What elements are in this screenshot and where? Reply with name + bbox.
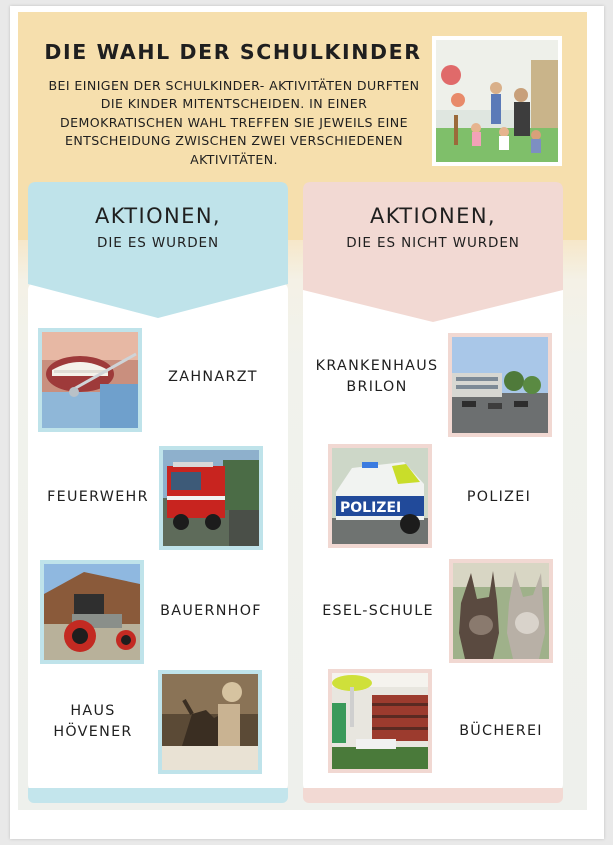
item-label (307, 356, 447, 398)
left-column-footer (28, 788, 288, 803)
intro-line: DEMOKRATISCHEN WAHL TREFFEN SIE JEWEILS EINE (60, 114, 408, 130)
right-banner-subtitle: DIE ES NICHT WURDEN (346, 235, 520, 251)
right-banner (303, 182, 563, 322)
item-label: BAUERNHOF (160, 603, 262, 619)
item-label: ESEL-SCHULE (322, 603, 434, 619)
intro-text (34, 77, 434, 169)
item-label: BÜCHEREI (459, 723, 543, 739)
item-label-line: BRILON (346, 379, 408, 395)
header-photo (432, 36, 562, 166)
item-label-line: HAUS (70, 703, 116, 719)
donkeys-image (449, 559, 553, 663)
left-banner-subtitle: DIE ES WURDEN (97, 235, 219, 251)
right-banner-title: AKTIONEN, (369, 204, 497, 228)
hospital-image (448, 333, 552, 437)
left-banner (28, 182, 288, 322)
dentist-image (38, 328, 142, 432)
item-label: ZAHNARZT (168, 369, 258, 385)
library-image (328, 669, 432, 773)
classroom-photo (436, 40, 558, 162)
page-title: DIE WAHL DER SCHULKINDER (44, 40, 422, 64)
item-label: POLIZEI (466, 489, 532, 505)
intro-line: AKTIVITÄTEN. (190, 151, 278, 167)
right-column-footer (303, 788, 563, 803)
police-car-image (328, 444, 432, 548)
intro-line: ENTSCHEIDUNG ZWISCHEN ZWEI VERSCHIEDENEN (65, 133, 403, 149)
item-label: FEUERWEHR (47, 489, 149, 505)
intro-line: DIE KINDER MITENTSCHEIDEN. IN EINER (100, 96, 368, 112)
museum-image (158, 670, 262, 774)
intro-line: BEI EINIGEN DER SCHULKINDER- AKTIVITÄTEN DURFTEN (48, 78, 420, 93)
fire-truck-image (159, 446, 263, 550)
item-label (40, 701, 146, 743)
item-label-line: KRANKENHAUS (315, 358, 439, 374)
left-banner-title: AKTIONEN, (94, 204, 222, 228)
police-car-text: POLIZEI (340, 500, 402, 516)
item-label-line: HÖVENER (53, 724, 133, 740)
tractor-image (40, 560, 144, 664)
